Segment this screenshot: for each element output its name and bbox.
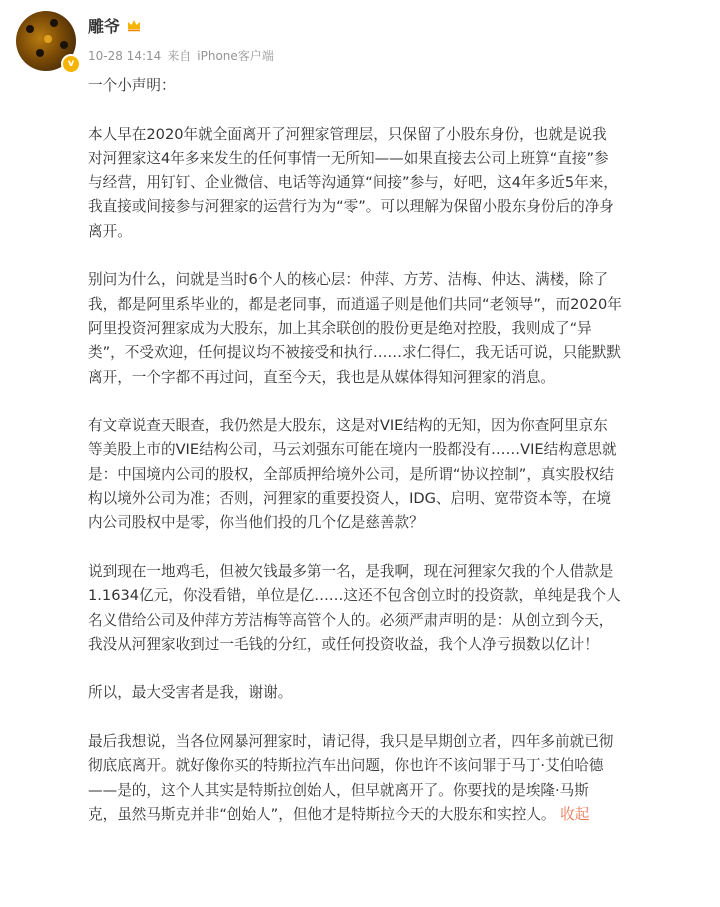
post-timestamp[interactable]: 10-28 14:14 xyxy=(88,49,162,63)
post-paragraph: 说到现在一地鸡毛，但被欠钱最多第一名，是我啊，现在河狸家欠我的个人借款是 1.1634亿元，你没看错，单位是亿……这还不包含创立时的投资款，单纯是我个人 名义借给公司及仲萍方芳洁梅等高管个人的。必须严肃声明的是：从创立到今天， 我没从河狸家收到过一毛钱的分红，或任何投资收益，我个人净亏损数以亿计！ xyxy=(88,562,621,653)
post-paragraph: 本人早在2020年就全面离开了河狸家管理层，只保留了小股东身份，也就是说我 对河狸家这4年多来发生的任何事情一无所知——如果直接去公司上班算“直接”参 与经营，用钉钉、企业微信、电话等沟通算“间接”参与，好吧，这4年多近5年来， 我直接或间接参与河狸家的运营行为为“零”。可以理解为保留小股东身份后的净身 离开。 xyxy=(88,125,618,240)
post-source-prefix: 来自 xyxy=(167,49,192,63)
collapse-link[interactable]: 收起 xyxy=(560,805,590,823)
avatar-pattern-dot xyxy=(44,35,52,43)
post-source: iPhone客户端 xyxy=(197,49,274,63)
post-paragraph: 一个小声明： xyxy=(88,77,176,94)
post-paragraph: 别问为什么，问就是当时6个人的核心层：仲萍、方芳、洁梅、仲达、满楼，除了 我，都是阿里系毕业的，都是老同事，而逍遥子则是他们共同“老领导”，而2020年 阿里投资河狸家成为大股东，加上其余联创的股份更是绝对控股，我则成了“异 类”，不受欢迎，任何提议均不被接受和执行……求仁得仁，我无话可说，只能默默 离开，一个字都不再过问，直至今天，我也是从媒体得知河狸家的消息。 xyxy=(88,271,622,386)
post-paragraph: 有文章说查天眼查，我仍然是大股东，这是对VIE结构的无知，因为你查阿里京东 等美股上市的VIE结构公司，马云刘强东可能在境内一股都没有……VIE结构意思就 是：中国境内公司的股权，全部质押给境外公司，是所谓“协议控制”，真实股权结 构以境外公司为准；否则，河狸家的重要投资人，IDG、启明、宽带资本等，在境 内公司股权中是零，你当他们投的几个亿是慈善款？ xyxy=(88,417,617,532)
avatar-pattern-dot xyxy=(36,49,44,57)
avatar-pattern-dot xyxy=(26,25,34,33)
username[interactable]: 雕爷 xyxy=(88,17,121,36)
post-last-paragraph xyxy=(88,730,692,827)
verified-badge-icon: v xyxy=(61,54,81,74)
post-meta xyxy=(88,47,280,64)
post-content xyxy=(88,74,692,827)
avatar-pattern-dot xyxy=(50,19,58,27)
post-paragraph: 最后我想说，当各位网暴河狸家时，请记得，我只是早期创立者，四年多前就已彻 彻底底离开。就好像你买的特斯拉汽车出问题，你也许不该问罪于马丁·艾伯哈德 ——是的，这个人其实是特斯拉创始人，但早就离开了。你要找的是埃隆·马斯 克，虽然马斯克并非“创始人”，但他才是特斯拉今天的大股东和实控人。 xyxy=(88,733,614,823)
avatar-pattern-dot xyxy=(60,41,68,49)
crown-icon xyxy=(126,17,142,33)
post-paragraph: 所以，最大受害者是我，谢谢。 xyxy=(88,684,293,702)
